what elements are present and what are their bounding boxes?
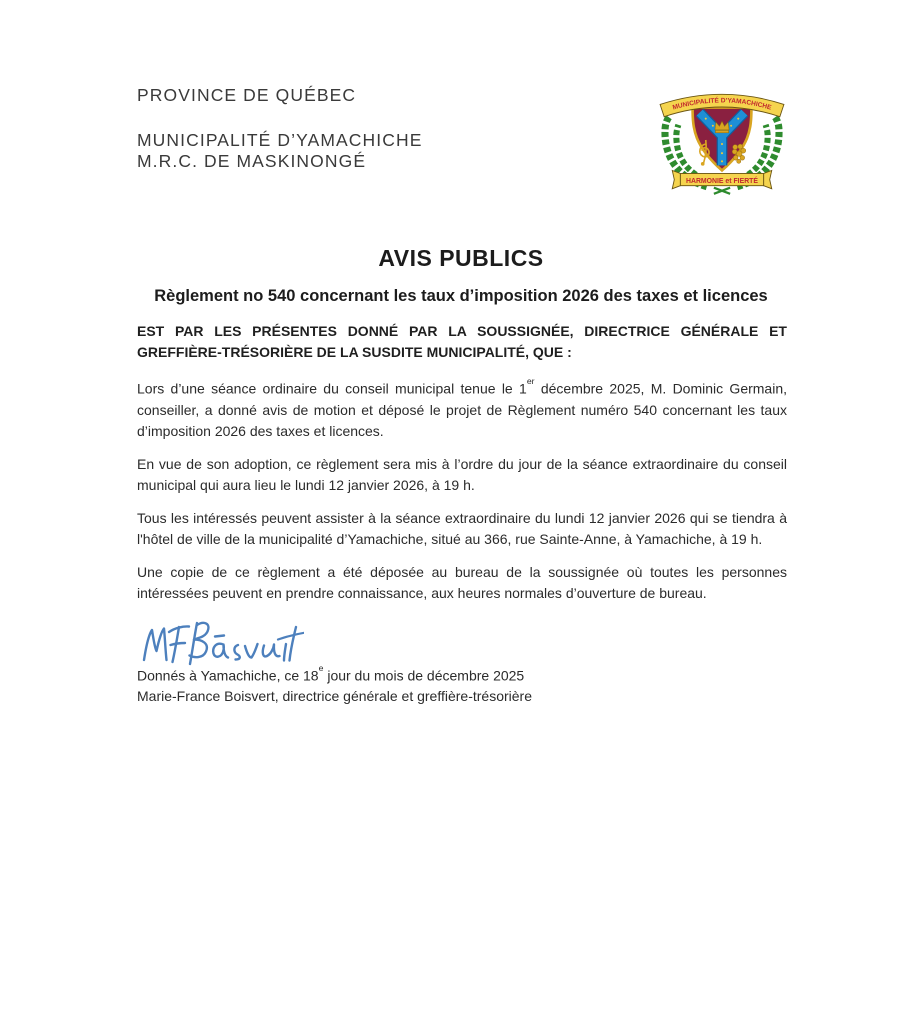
notice-title: AVIS PUBLICS [378,245,544,271]
mrc-line: M.R.C. DE MASKINONGÉ [137,151,367,171]
signature-block [137,616,787,707]
ordinal-superscript: er [526,376,535,387]
letterhead [137,85,423,172]
notice-subtitle: Règlement no 540 concernant les taux d’imposition 2026 des taxes et licences [154,287,768,305]
municipality-line: MUNICIPALITÉ D’YAMACHICHE [137,130,423,150]
paragraph-text: décembre 2025, M. Dominic Germain, conseiller, a donné avis de motion et déposé le projet de Règlement numéro 540 concernant les taux d’imposition 2026 des taxes et licences. [137,380,788,439]
signature-image [139,616,304,668]
closing-date-text: jour du mois de décembre 2025 [323,667,525,684]
crest-bottom-banner-text: HARMONIE et FIERTÉ [686,177,758,185]
crest-top-banner-text: MUNICIPALITÉ D’YAMACHICHE [671,97,773,112]
closing-date-line [137,662,787,686]
ordinal-superscript: e [318,662,324,673]
paragraph-motion-notice [137,375,787,442]
crest-bottom-sprigs [714,188,730,194]
paragraph-public-attendance: Tous les intéressés peuvent assister à la séance extraordinaire du lundi 12 janvier 2026 qui se tiendra à l'hôtel de ville de la municipalité d’Yamachiche, situé au 366, rue Sainte-Anne, à Yamachiche, à 19 h. [137,509,787,547]
municipal-crest-logo [654,83,790,197]
crest-svg [654,83,790,197]
signatory-line: Marie-France Boisvert, directrice générale et greffière-trésorière [137,687,533,704]
province-line: PROVINCE DE QUÉBEC [137,85,357,105]
notice-body [137,321,787,706]
closing-date-text: Donnés à Yamachiche, ce 18 [137,667,319,684]
paragraph-copy-available: Une copie de ce règlement a été déposée au bureau de la soussignée où toutes les personnes intéressées peuvent en prendre connaissance, aux heures normales d’ouverture de bureau. [137,563,787,601]
paragraph-adoption-agenda: En vue de son adoption, ce règlement sera mis à l’ordre du jour de la séance extraordinaire du conseil municipal qui aura lieu le lundi 12 janvier 2026, à 19 h. [137,455,787,493]
crest-bottom-banner [672,170,771,188]
intro-statement: EST PAR LES PRÉSENTES DONNÉ PAR LA SOUSSIGNÉE, DIRECTRICE GÉNÉRALE ET GREFFIÈRE-TRÉSORIÈRE DE LA SUSDITE MUNICIPALITÉ, QUE : [137,323,787,360]
paragraph-text: Lors d’une séance ordinaire du conseil municipal tenue le 1 [137,380,527,397]
